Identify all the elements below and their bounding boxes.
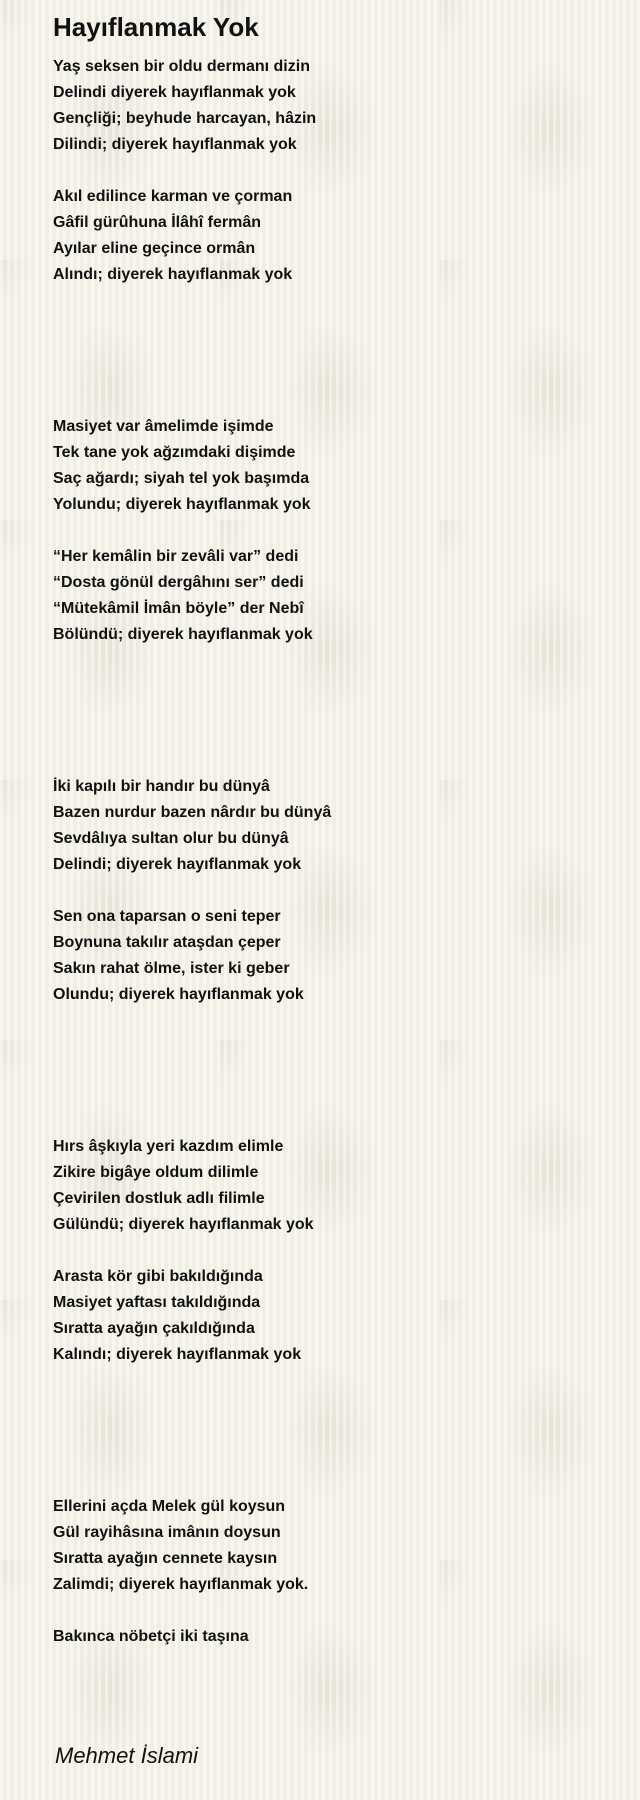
section-gap: [53, 1650, 613, 1741]
poem-line: Kalındı; diyerek hayıflanmak yok: [53, 1346, 302, 1363]
poem-line: Alındı; diyerek hayıflanmak yok: [53, 266, 293, 283]
poem-line: Bazen nurdur bazen nârdır bu dünyâ: [53, 804, 332, 821]
stanza-5: [53, 774, 613, 878]
poem-line: Dilindi; diyerek hayıflanmak yok: [53, 136, 297, 153]
stanza-2: [53, 184, 613, 288]
stanza-gap: [53, 1238, 613, 1264]
poem-line: Hırs âşkıyla yeri kazdım elimle: [53, 1138, 284, 1155]
poem-line: Sakın rahat ölme, ister ki geber: [53, 960, 290, 977]
poem-line: Gülündü; diyerek hayıflanmak yok: [53, 1216, 314, 1233]
poem-line: “Mütekâmil İmân böyle” der Nebî: [53, 600, 304, 617]
stanza-gap: [53, 518, 613, 544]
poem-page: [53, 10, 613, 1771]
poem-line: Sen ona taparsan o seni teper: [53, 908, 281, 925]
poem-line: Yaş seksen bir oldu dermanı dizin: [53, 58, 310, 75]
poem-line: İki kapılı bir handır bu dünyâ: [53, 778, 270, 795]
poem-line: Arasta kör gibi bakıldığında: [53, 1268, 263, 1285]
section-gap: [53, 1008, 613, 1134]
poem-line: Ayılar eline geçince ormân: [53, 240, 256, 257]
poem-line: Ellerini açda Melek gül koysun: [53, 1498, 286, 1515]
poem-line: Saç ağardı; siyah tel yok başımda: [53, 470, 310, 487]
poem-line: Boynuna takılır ataşdan çeper: [53, 934, 281, 951]
stanza-gap: [53, 1598, 613, 1624]
poem-line: Bakınca nöbetçi iki taşına: [53, 1628, 249, 1645]
poem-line: Gençliği; beyhude harcayan, hâzin: [53, 110, 317, 127]
poem-line: Zikire bigâye oldum dilimle: [53, 1164, 259, 1181]
poem-line: Zalimdi; diyerek hayıflanmak yok.: [53, 1576, 309, 1593]
poem-line: Akıl edilince karman ve çorman: [53, 188, 293, 205]
poem-line: Gül rayihâsına imânın doysun: [53, 1524, 281, 1541]
poem-line: Çevirilen dostluk adlı filimle: [53, 1190, 265, 1207]
poem-line: Sevdâlıya sultan olur bu dünyâ: [53, 830, 289, 847]
stanza-4: [53, 544, 613, 648]
stanza-gap: [53, 878, 613, 904]
stanza-8: [53, 1264, 613, 1368]
stanza-gap: [53, 158, 613, 184]
poem-title: Hayıflanmak Yok: [53, 12, 259, 42]
poem-line: Delindi diyerek hayıflanmak yok: [53, 84, 296, 101]
poem-line: Delindi; diyerek hayıflanmak yok: [53, 856, 302, 873]
stanza-7: [53, 1134, 613, 1238]
stanza-3: [53, 414, 613, 518]
stanza-1: [53, 54, 613, 158]
poem-line: Yolundu; diyerek hayıflanmak yok: [53, 496, 311, 513]
poem-line: Bölündü; diyerek hayıflanmak yok: [53, 626, 313, 643]
section-gap: [53, 648, 613, 774]
stanza-10: [53, 1624, 613, 1650]
author-name: Mehmet İslami: [55, 1743, 199, 1768]
poem-line: Masiyet var âmelimde işimde: [53, 418, 274, 435]
stanza-6: [53, 904, 613, 1008]
poem-line: Masiyet yaftası takıldığında: [53, 1294, 261, 1311]
section-gap: [53, 288, 613, 414]
poem-line: Sıratta ayağın çakıldığında: [53, 1320, 255, 1337]
poem-line: Olundu; diyerek hayıflanmak yok: [53, 986, 304, 1003]
poem-line: Gâfil gürûhuna İlâhî fermân: [53, 214, 262, 231]
section-gap: [53, 1368, 613, 1494]
poem-line: “Dosta gönül dergâhını ser” dedi: [53, 574, 304, 591]
poem-line: Sıratta ayağın cennete kaysın: [53, 1550, 278, 1567]
poem-line: Tek tane yok ağzımdaki dişimde: [53, 444, 296, 461]
stanza-9: [53, 1494, 613, 1598]
poem-line: “Her kemâlin bir zevâli var” dedi: [53, 548, 299, 565]
